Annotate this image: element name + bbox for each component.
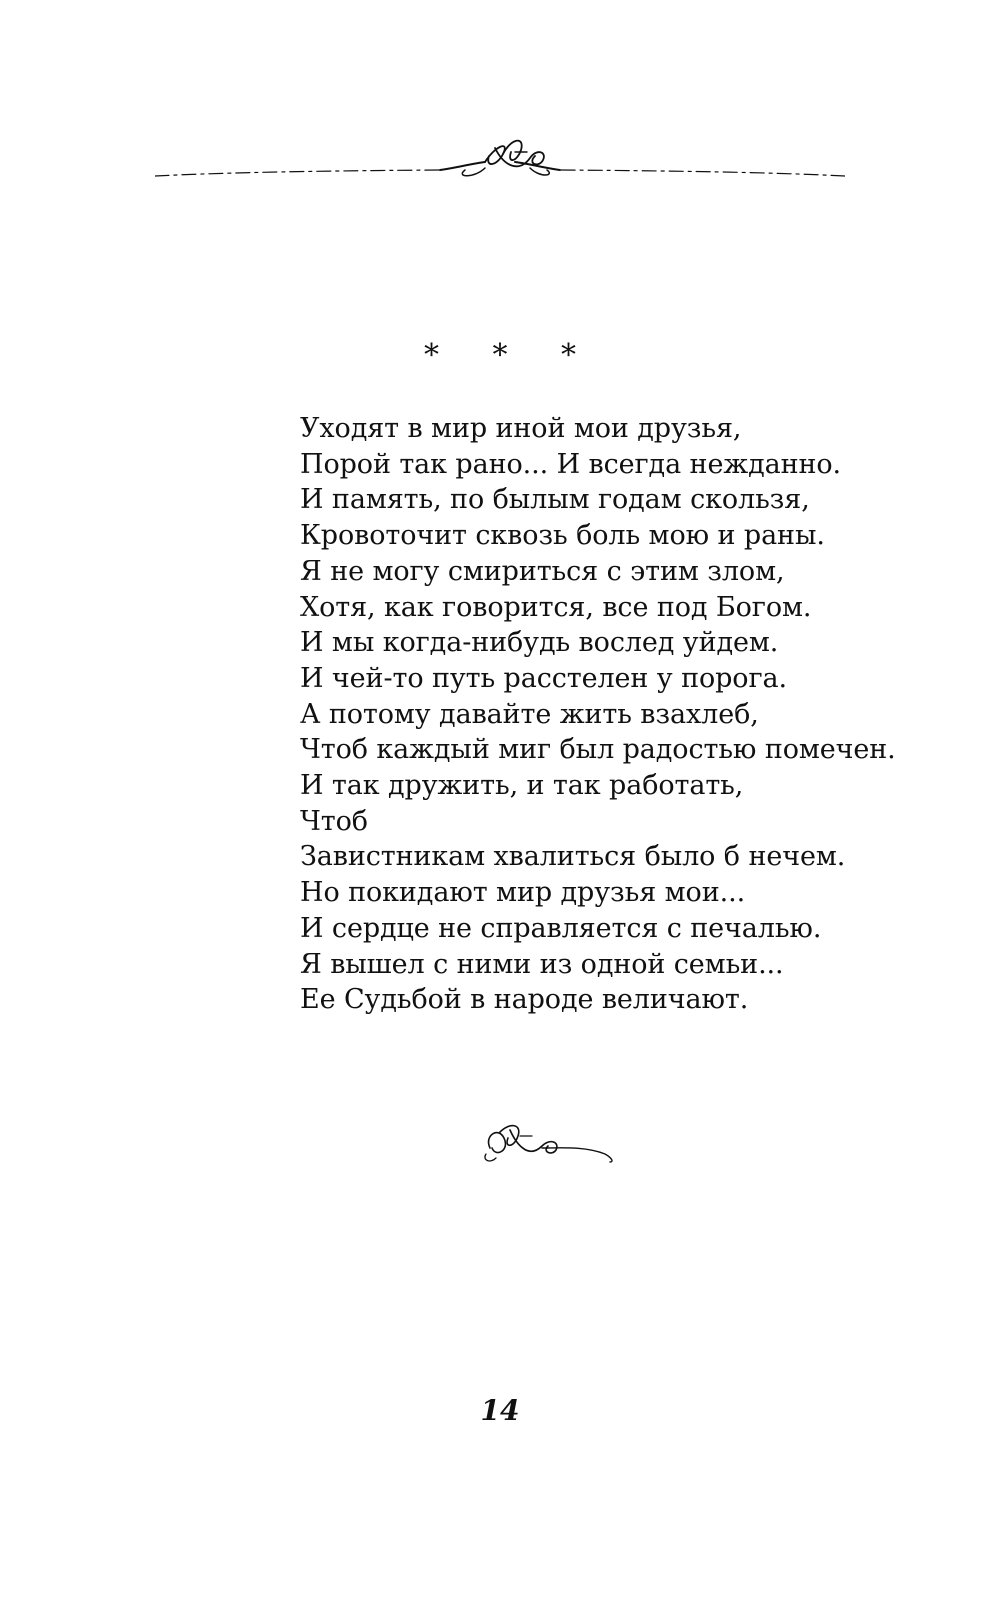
poem-line: И чей-то путь расстелен у порога.	[300, 662, 787, 694]
top-flourish-ornament-icon	[155, 128, 845, 188]
poem-line: Уходят в мир иной мои друзья,	[300, 413, 742, 444]
poem-line: Но покидают мир друзья мои...	[300, 877, 746, 909]
poem-line: Кровоточит сквозь боль мою и раны.	[300, 520, 825, 552]
poem-body	[300, 411, 896, 1018]
poem-line: И память, по былым годам скользя,	[300, 484, 810, 516]
poem-line: И сердце не справляется с печалью.	[300, 912, 822, 944]
poem-line: Чтоб	[300, 805, 368, 837]
page-number: 14	[480, 1394, 520, 1427]
poem-line: Порой так рано... И всегда нежданно.	[300, 448, 842, 480]
poem-line: Ее Судьбой в народе величают.	[300, 984, 749, 1016]
poem-line: Я не могу смириться с этим злом,	[300, 555, 785, 587]
poem-line: И так дружить, и так работать,	[300, 770, 744, 802]
poem-line: Хотя, как говорится, все под Богом.	[300, 591, 812, 623]
poem-line: Я вышел с ними из одной семьи...	[300, 948, 784, 980]
poem-line: А потому давайте жить взахлеб,	[300, 698, 759, 730]
poem-line: Чтоб каждый миг был радостью помечен.	[300, 734, 896, 766]
bottom-flourish-ornament-icon	[480, 1118, 620, 1168]
section-separator: * * *	[423, 338, 599, 373]
poem-line: Завистникам хвалиться было б нечем.	[300, 841, 846, 873]
poem-line: И мы когда-нибудь вослед уйдем.	[300, 627, 779, 659]
